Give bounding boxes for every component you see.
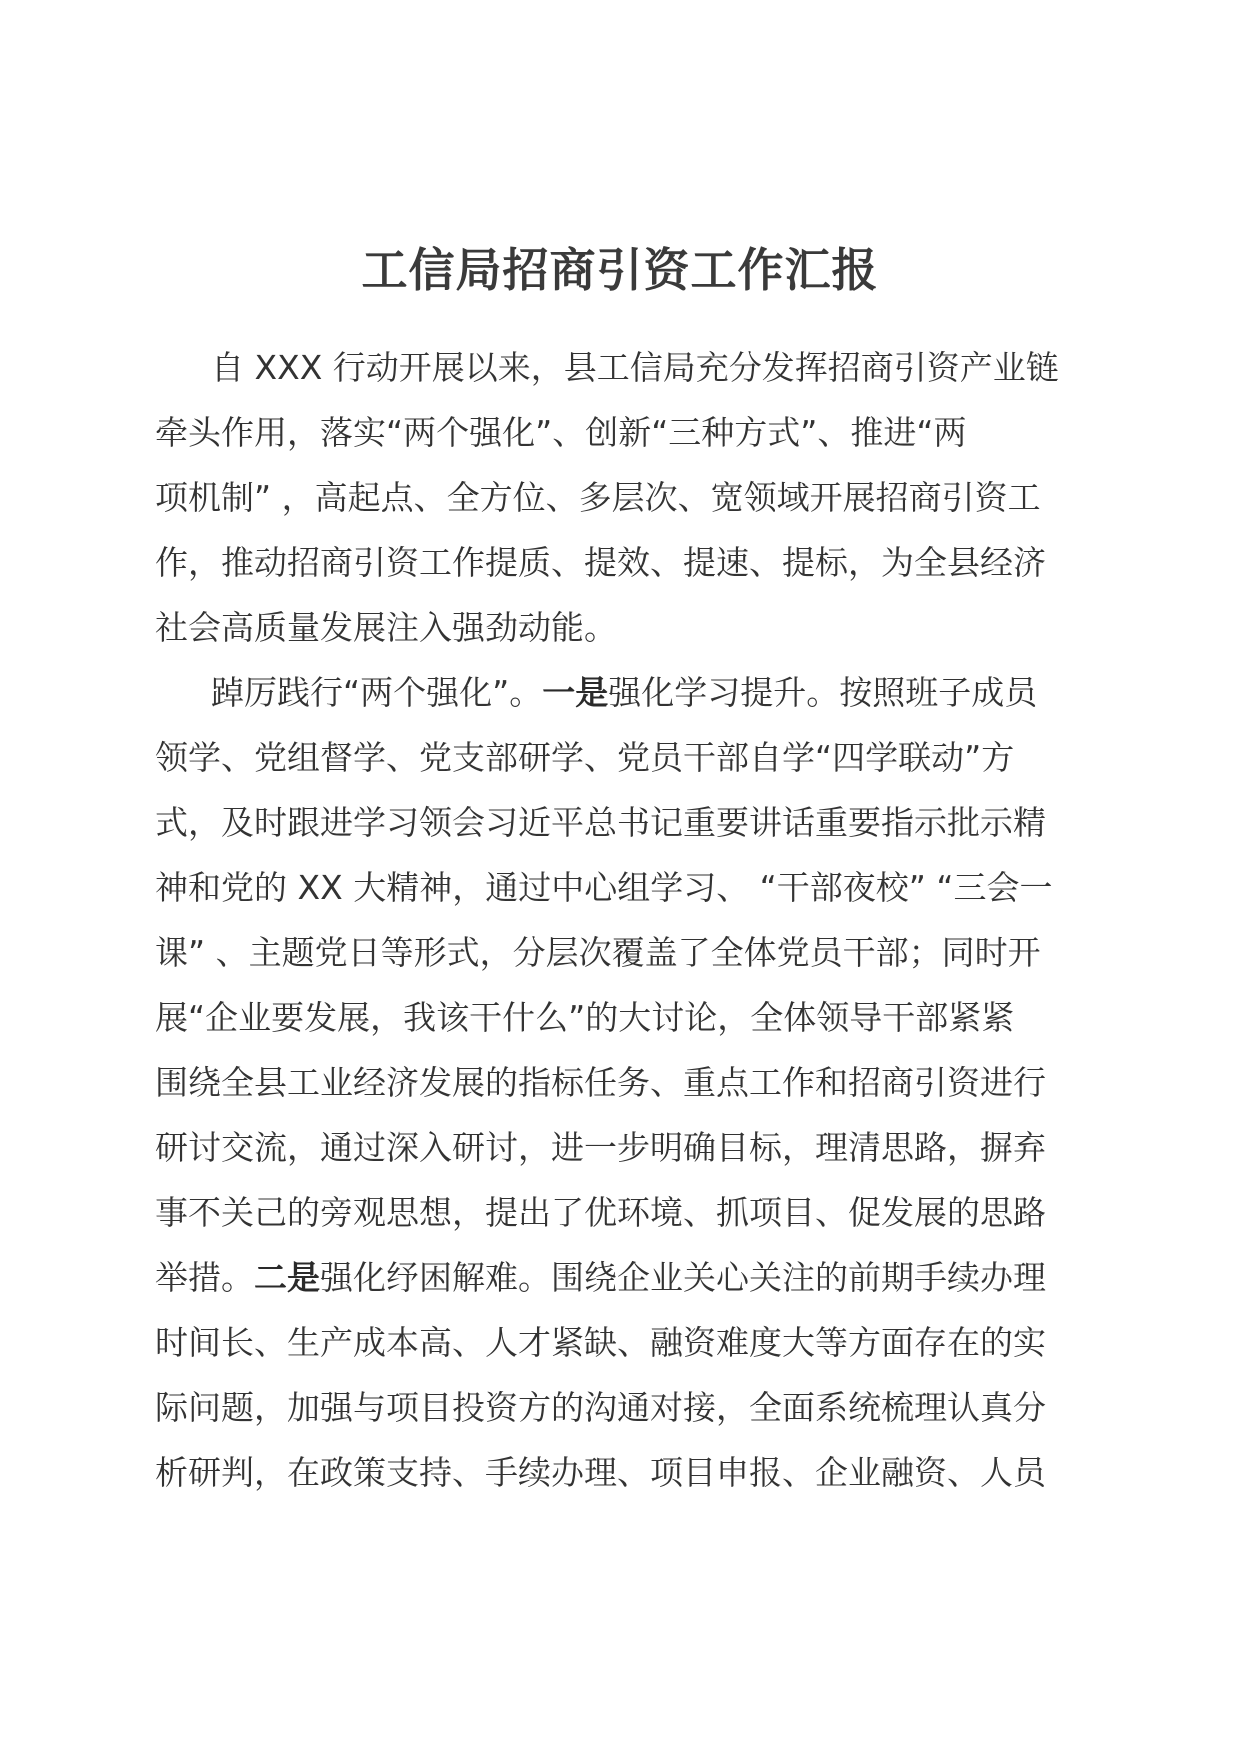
paragraph-line: 社会高质量发展注入强劲动能。 — [155, 608, 617, 647]
paragraph-line: 自 XXX 行动开展以来，县工信局充分发挥招商引资产业链 — [211, 348, 1059, 387]
paragraph-line: 项机制” ，高起点、全方位、多层次、宽领域开展招商引资工 — [155, 478, 1041, 517]
paragraph-line: 课” 、主题党日等形式，分层次覆盖了全体党员干部；同时开 — [155, 933, 1041, 972]
bold-marker-first: 一是 — [542, 673, 609, 712]
paragraph-line: 作，推动招商引资工作提质、提效、提速、提标，为全县经济 — [155, 543, 1046, 582]
paragraph-line — [155, 1245, 1085, 1310]
paragraph-line: 析研判，在政策支持、手续办理、项目申报、企业融资、人员 — [155, 1453, 1046, 1492]
paragraph-line: 事不关己的旁观思想，提出了优环境、抓项目、促发展的思路 — [155, 1193, 1046, 1232]
document-body — [155, 335, 1085, 1505]
paragraph-line — [155, 660, 1085, 725]
paragraph-line: 展“企业要发展，我该干什么”的大讨论，全体领导干部紧紧 — [155, 998, 1015, 1037]
line-text: 强化学习提升。按照班子成员 — [608, 673, 1038, 712]
paragraph-line: 式，及时跟进学习领会习近平总书记重要讲话重要指示批示精 — [155, 803, 1046, 842]
bold-marker-second: 二是 — [254, 1258, 320, 1297]
line-text: 强化纾困解难。围绕企业关心关注的前期手续办理 — [320, 1258, 1046, 1297]
paragraph-line: 神和党的 XX 大精神，通过中心组学习、 “干部夜校” “三会一 — [155, 868, 1053, 907]
paragraph-line: 研讨交流，通过深入研讨，进一步明确目标，理清思路，摒弃 — [155, 1128, 1046, 1167]
paragraph-line: 领学、党组督学、党支部研学、党员干部自学“四学联动”方 — [155, 738, 1015, 777]
paragraph-line: 围绕全县工业经济发展的指标任务、重点工作和招商引资进行 — [155, 1063, 1046, 1102]
paragraph-line: 时间长、生产成本高、人才紧缺、融资难度大等方面存在的实 — [155, 1323, 1046, 1362]
section-heading-text: 踔厉践行“两个强化”。 — [211, 673, 543, 712]
paragraph-line: 牵头作用，落实“两个强化”、创新“三种方式”、推进“两 — [155, 413, 967, 452]
paragraph-intro — [155, 335, 1085, 660]
line-text: 举措。 — [155, 1258, 254, 1297]
paragraph-two-strengthenings — [155, 660, 1085, 1505]
paragraph-line: 际问题，加强与项目投资方的沟通对接，全面系统梳理认真分 — [155, 1388, 1046, 1427]
document-title: 工信局招商引资工作汇报 — [361, 243, 879, 297]
